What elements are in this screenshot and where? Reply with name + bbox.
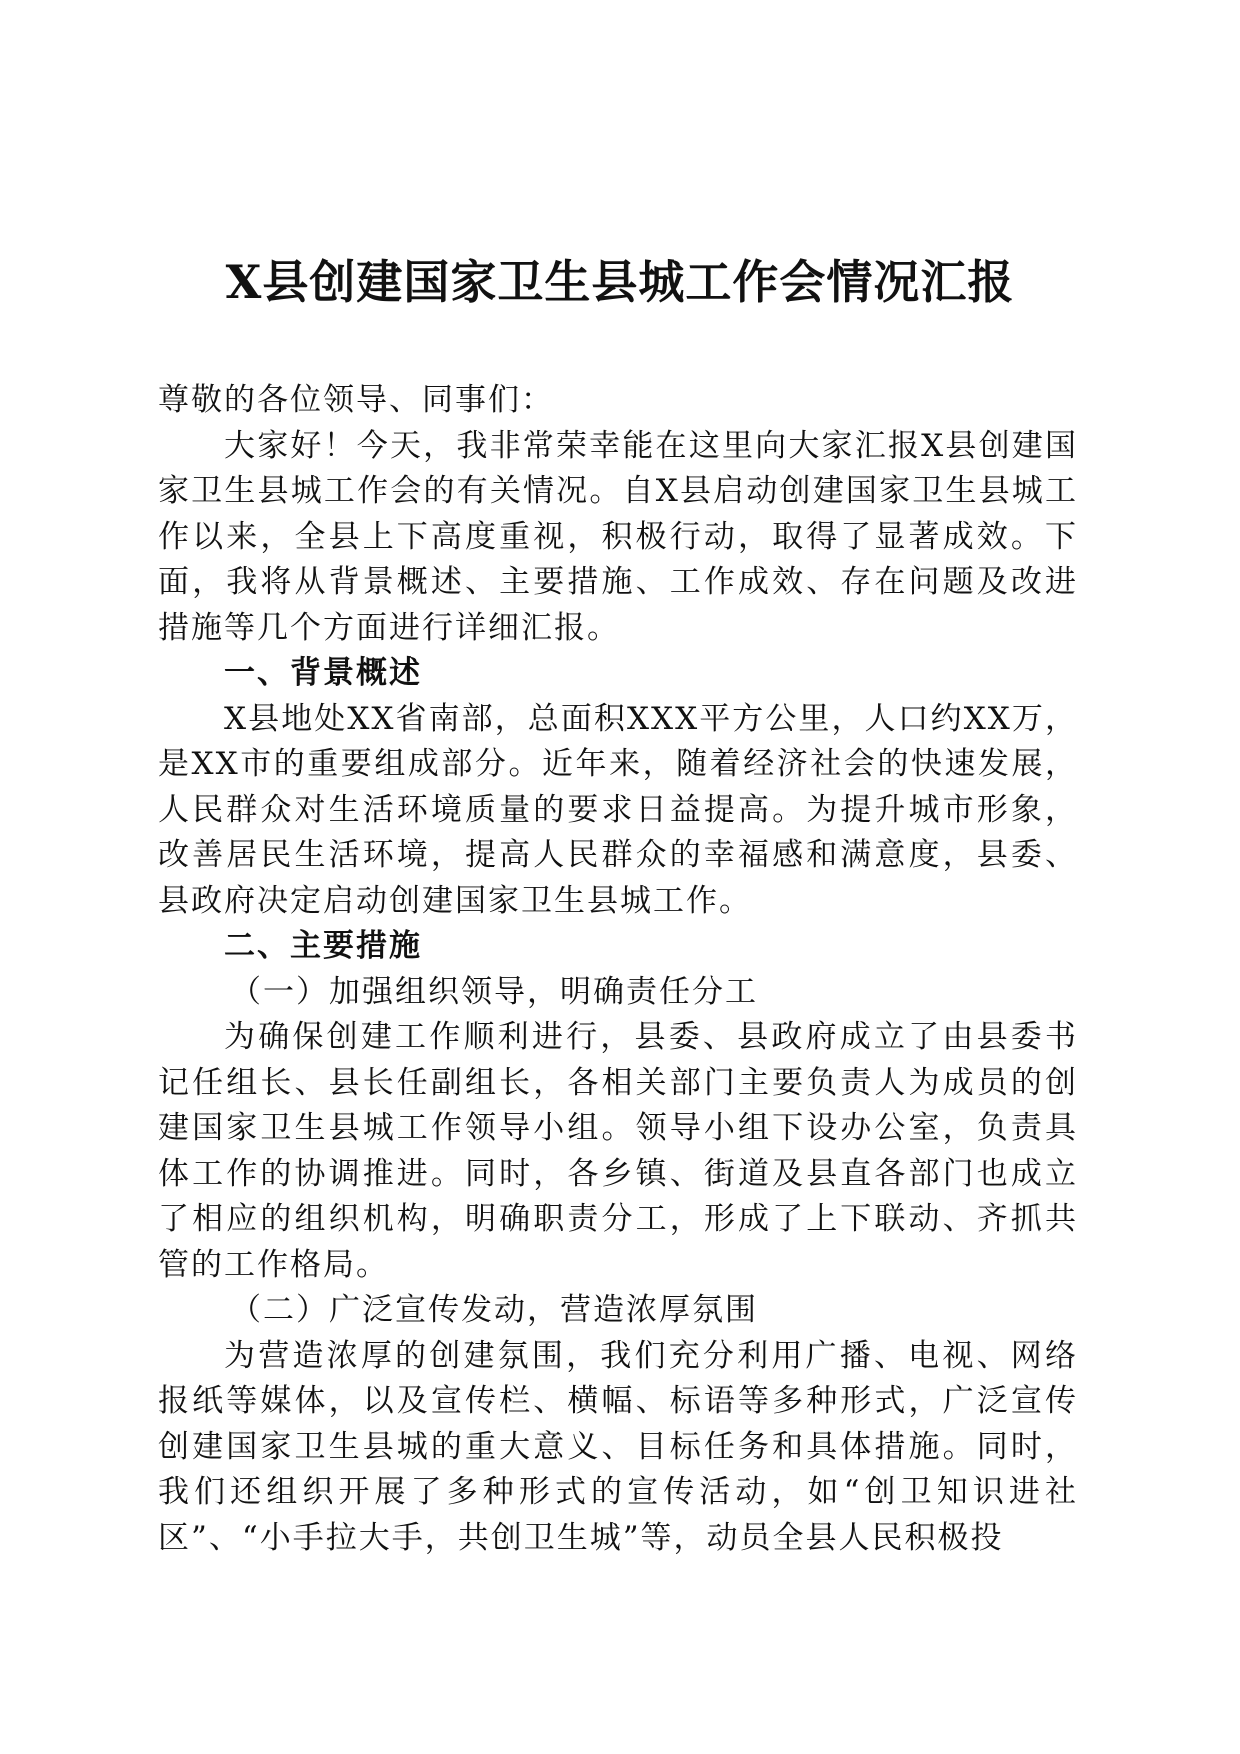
section-heading-background: 一、背景概述 [224, 655, 422, 691]
background-paragraph: X县地处XX省南部，总面积XXX平方公里，人口约XX万，是XX市的重要组成部分。近年来，随着经济社会的快速发展，人民群众对生活环境质量的要求日益提高。为提升城市形象，改善居民生活环境，提高人民群众的幸福感和满意度，县委、县政府决定启动创建国家卫生县城工作。 [158, 700, 1078, 919]
document-body [158, 378, 1078, 1561]
section-heading-measures: 二、主要措施 [224, 928, 422, 964]
intro-paragraph: 大家好！今天，我非常荣幸能在这里向大家汇报X县创建国家卫生县城工作会的有关情况。自X县启动创建国家卫生县城工作以来，全县上下高度重视，积极行动，取得了显著成效。下面，我将从背景概述、主要措施、工作成效、存在问题及改进措施等几个方面进行详细汇报。 [158, 427, 1078, 646]
subsection-heading-publicity: （二）广泛宣传发动，营造浓厚氛围 [230, 1292, 758, 1328]
salutation: 尊敬的各位领导、同事们： [158, 382, 554, 418]
document-title: X县创建国家卫生县城工作会情况汇报 [225, 255, 1015, 309]
publicity-paragraph: 为营造浓厚的创建氛围，我们充分利用广播、电视、网络报纸等媒体，以及宣传栏、横幅、标语等多种形式，广泛宣传创建国家卫生县城的重大意义、目标任务和具体措施。同时，我们还组织开展了多种形式的宣传活动，如“创卫知识进社区”、“小手拉大手，共创卫生城”等，动员全县人民积极投 [158, 1337, 1078, 1556]
leadership-paragraph: 为确保创建工作顺利进行，县委、县政府成立了由县委书记任组长、县长任副组长，各相关部门主要负责人为成员的创建国家卫生县城工作领导小组。领导小组下设办公室，负责具体工作的协调推进。同时，各乡镇、街道及县直各部门也成立了相应的组织机构，明确职责分工，形成了上下联动、齐抓共管的工作格局。 [158, 1019, 1078, 1283]
subsection-heading-leadership: （一）加强组织领导，明确责任分工 [230, 973, 758, 1010]
